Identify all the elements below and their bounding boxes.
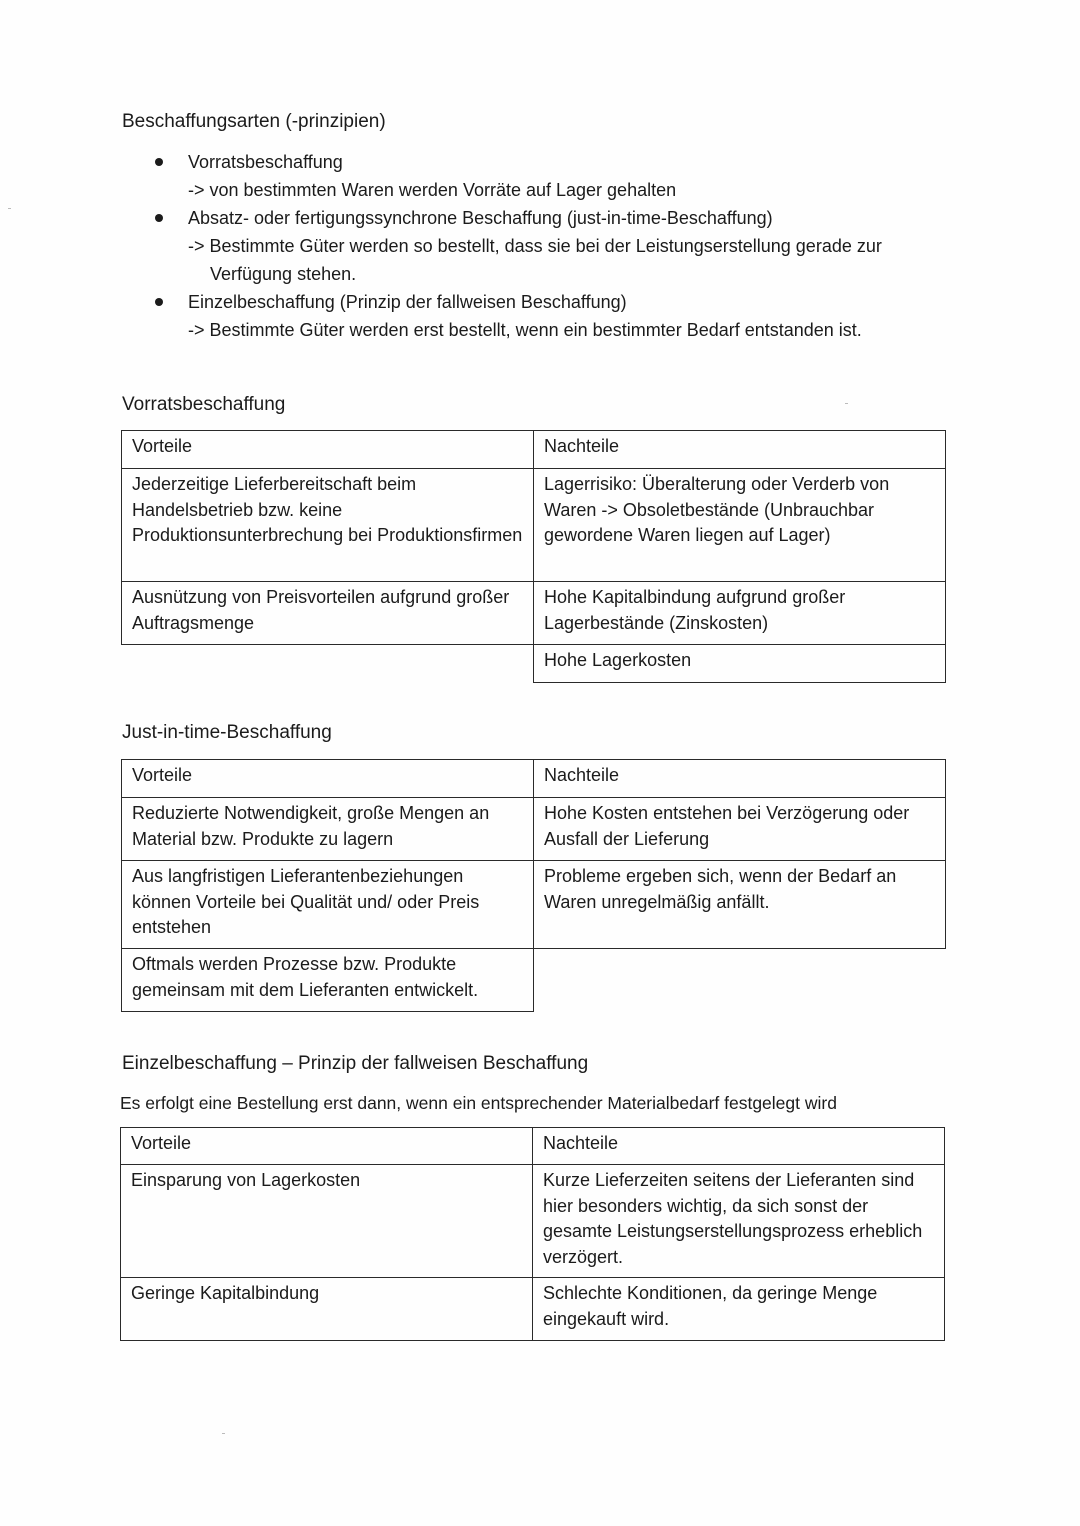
pro-cell: Geringe Kapitalbindung (121, 1278, 533, 1341)
list-item-description: -> Bestimmte Güter werden erst bestellt, wenn ein bestimmter Bedarf entstanden ist. (188, 320, 862, 340)
list-item (150, 204, 950, 288)
list-item-title: Vorratsbeschaffung (188, 152, 343, 172)
con-cell: Probleme ergeben sich, wenn der Bedarf an Waren unregelmäßig anfällt. (534, 861, 946, 949)
empty-cell (122, 645, 534, 683)
pro-cell: Reduzierte Notwendigkeit, große Mengen an Material bzw. Produkte zu lagern (122, 798, 534, 861)
pro-cell: Aus langfristigen Lieferantenbeziehungen können Vorteile bei Qualität und/ oder Preis entstehen (122, 861, 534, 949)
header-pro-cell: Vorteile (121, 1128, 533, 1165)
list-item (150, 148, 950, 204)
empty-cell (534, 949, 946, 1012)
principles-heading: Beschaffungsarten (-prinzipien) (122, 111, 386, 132)
con-cell: Hohe Kosten entstehen bei Verzögerung oder Ausfall der Lieferung (534, 798, 946, 861)
table-row (122, 645, 946, 683)
principles-list (150, 148, 950, 344)
header-con-cell: Nachteile (534, 431, 946, 469)
table-header-row (121, 1128, 945, 1165)
table-row (122, 798, 946, 861)
con-cell: Hohe Lagerkosten (534, 645, 946, 683)
bullet-icon (155, 214, 163, 222)
table-row (122, 949, 946, 1012)
scan-speck (845, 403, 848, 404)
pro-cell: Jederzeitige Lieferbereitschaft beim Handelsbetrieb bzw. keine Produktionsunterbrechung bei Produktionsfirmen (122, 469, 534, 582)
header-pro-cell: Vorteile (122, 431, 534, 469)
table-row (121, 1165, 945, 1278)
table-row (122, 582, 946, 645)
vorrat-table (121, 430, 946, 683)
table-row (122, 861, 946, 949)
pro-cell: Oftmals werden Prozesse bzw. Produkte gemeinsam mit dem Lieferanten entwickelt. (122, 949, 534, 1012)
header-con-cell: Nachteile (533, 1128, 945, 1165)
con-cell: Schlechte Konditionen, da geringe Menge eingekauft wird. (533, 1278, 945, 1341)
table-header-row (122, 760, 946, 798)
con-cell: Kurze Lieferzeiten seitens der Lieferanten sind hier besonders wichtig, da sich sonst der gesamte Leistungserstellungsprozess erheblich verzögert. (533, 1165, 945, 1278)
con-cell: Lagerrisiko: Überalterung oder Verderb von Waren -> Obsoletbestände (Unbrauchbar gewordene Waren liegen auf Lager) (534, 469, 946, 582)
scan-speck (8, 208, 11, 209)
scan-speck (222, 1433, 225, 1434)
header-con-cell: Nachteile (534, 760, 946, 798)
jit-table (121, 759, 946, 1012)
pro-cell: Ausnützung von Preisvorteilen aufgrund großer Auftragsmenge (122, 582, 534, 645)
vorrat-heading: Vorratsbeschaffung (122, 394, 286, 415)
jit-heading: Just-in-time-Beschaffung (122, 722, 332, 743)
einzel-heading: Einzelbeschaffung – Prinzip der fallweisen Beschaffung (122, 1053, 589, 1074)
con-cell: Hohe Kapitalbindung aufgrund großer Lagerbestände (Zinskosten) (534, 582, 946, 645)
list-item-title: Einzelbeschaffung (Prinzip der fallweisen Beschaffung) (188, 292, 627, 312)
table-header-row (122, 431, 946, 469)
list-item (150, 288, 950, 344)
bullet-icon (155, 158, 163, 166)
list-item-title: Absatz- oder fertigungssynchrone Beschaffung (just-in-time-Beschaffung) (188, 208, 773, 228)
table-row (122, 469, 946, 582)
einzel-table (120, 1127, 945, 1341)
pro-cell: Einsparung von Lagerkosten (121, 1165, 533, 1278)
list-item-description: -> Bestimmte Güter werden so bestellt, dass sie bei der Leistungserstellung gerade zur Verfügung stehen. (188, 236, 882, 284)
list-item-description: -> von bestimmten Waren werden Vorräte auf Lager gehalten (188, 180, 677, 200)
einzel-subtitle: Es erfolgt eine Bestellung erst dann, wenn ein entsprechender Materialbedarf festgelegt wird (120, 1093, 837, 1113)
table-row (121, 1278, 945, 1341)
header-pro-cell: Vorteile (122, 760, 534, 798)
bullet-icon (155, 298, 163, 306)
